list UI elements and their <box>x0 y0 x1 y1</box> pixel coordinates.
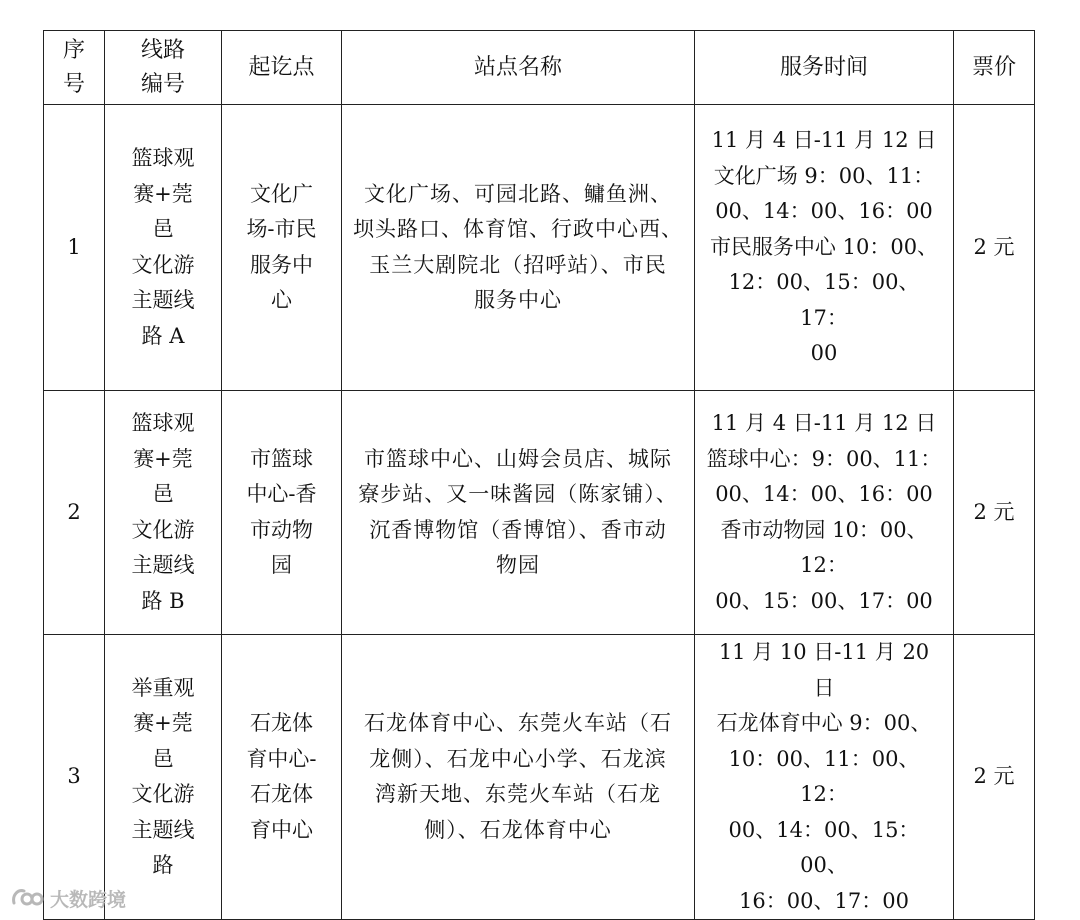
row-service-time: 11 月 10 日-11 月 20 日 石龙体育中心 9：00、 10：00、11：00、12： 00、14：00、15：00、 16：00、17：00 <box>695 635 954 920</box>
row-route-code: 篮球观 赛+莞邑 文化游 主题线 路 B <box>105 391 222 635</box>
row-fare: 2 元 <box>954 105 1035 391</box>
table-row <box>44 391 1035 635</box>
table-row <box>44 635 1035 920</box>
header-stops: 站点名称 <box>342 31 695 105</box>
table-header-row <box>44 31 1035 105</box>
row-fare: 2 元 <box>954 635 1035 920</box>
header-route-code: 线路 编号 <box>105 31 222 105</box>
watermark-text: 大数跨境 <box>50 888 127 911</box>
header-index: 序 号 <box>44 31 105 105</box>
watermark <box>10 883 126 913</box>
row-service-time: 11 月 4 日-11 月 12 日 篮球中心：9：00、11： 00、14：00、16：00 香市动物园 10：00、12： 00、15：00、17：00 <box>695 391 954 635</box>
logo-icon <box>10 885 44 911</box>
row-route-code: 篮球观 赛+莞邑 文化游 主题线 路 A <box>105 105 222 391</box>
row-index: 3 <box>44 635 105 920</box>
row-stops: 市篮球中心、山姆会员店、城际 寮步站、又一味酱园（陈家铺）、 沉香博物馆（香博馆）、香市动 物园 <box>342 391 695 635</box>
route-table <box>43 30 1035 920</box>
row-fare: 2 元 <box>954 391 1035 635</box>
row-endpoints: 文化广 场-市民 服务中 心 <box>222 105 342 391</box>
table-row <box>44 105 1035 391</box>
row-stops: 石龙体育中心、东莞火车站（石 龙侧）、石龙中心小学、石龙滨 湾新天地、东莞火车站（石龙 侧）、石龙体育中心 <box>342 635 695 920</box>
header-endpoints: 起讫点 <box>222 31 342 105</box>
row-route-code: 举重观 赛+莞邑 文化游 主题线 路 <box>105 635 222 920</box>
row-endpoints: 石龙体 育中心- 石龙体 育中心 <box>222 635 342 920</box>
row-stops: 文化广场、可园北路、鳙鱼洲、 坝头路口、体育馆、行政中心西、 玉兰大剧院北（招呼站）、市民 服务中心 <box>342 105 695 391</box>
row-endpoints: 市篮球 中心-香 市动物 园 <box>222 391 342 635</box>
header-fare: 票价 <box>954 31 1035 105</box>
row-service-time: 11 月 4 日-11 月 12 日 文化广场 9：00、11： 00、14：00、16：00 市民服务中心 10：00、 12：00、15：00、17： 00 <box>695 105 954 391</box>
row-index: 1 <box>44 105 105 391</box>
header-service-time: 服务时间 <box>695 31 954 105</box>
row-index: 2 <box>44 391 105 635</box>
